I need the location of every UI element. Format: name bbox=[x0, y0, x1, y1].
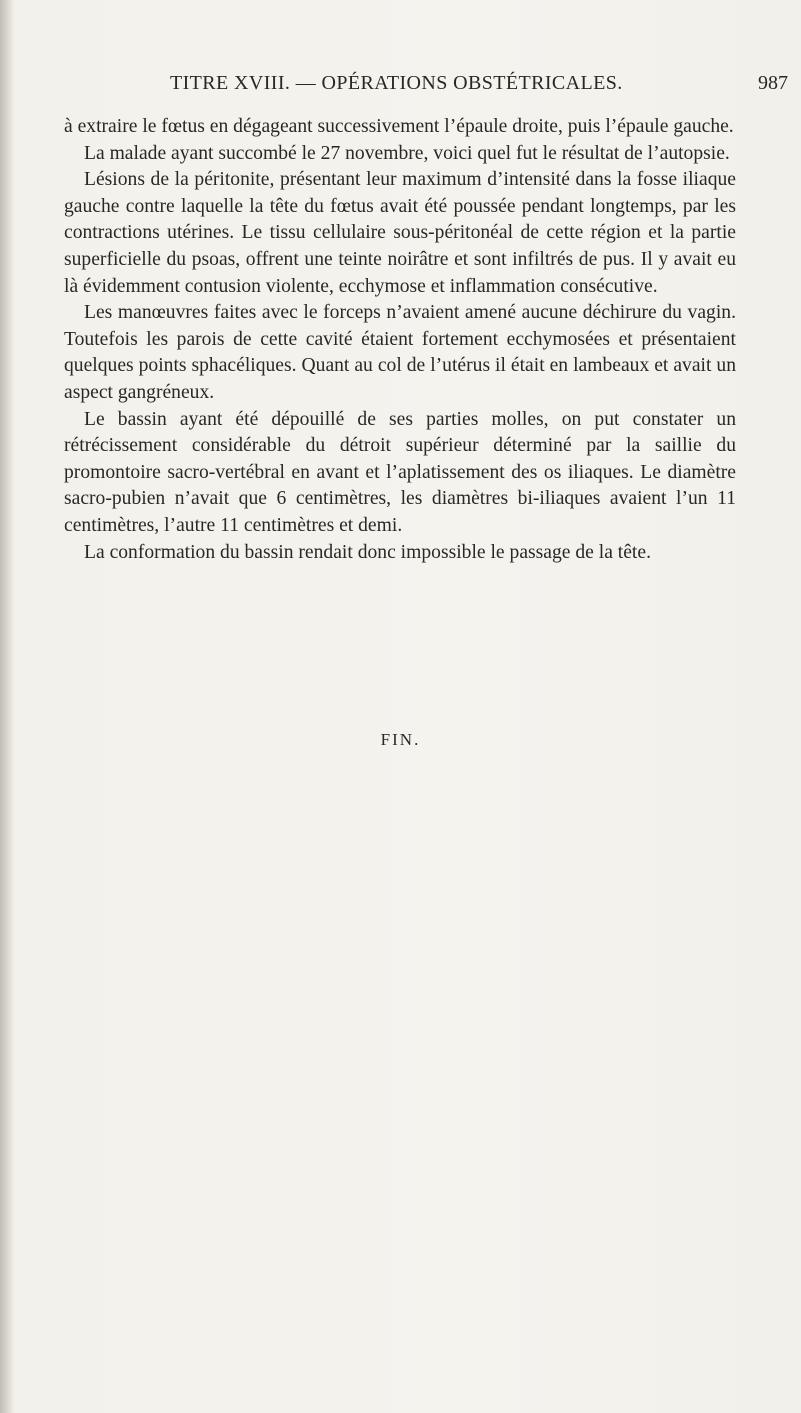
body-text bbox=[64, 114, 736, 566]
page-header bbox=[170, 72, 798, 102]
paragraph-forceps-findings: Les manœuvres faites avec le forceps n’avaient amené aucune déchirure du vagin. Toutefois les parois de cette cavité étaient fortement ecchymosées et présentaient quelques points sphacéliques. Quant au col de l’utérus il était en lambeaux et avait un aspect gangréneux. bbox=[64, 302, 736, 403]
paragraph-continuation: à extraire le fœtus en dégageant successivement l’épaule droite, puis l’épaule gauche. bbox=[64, 116, 734, 137]
end-mark: FIN. bbox=[380, 730, 421, 749]
paragraph-autopsy-intro: La malade ayant succombé le 27 novembre, voici quel fut le résultat de l’autopsie. bbox=[84, 142, 730, 164]
running-head: TITRE XVIII. — OPÉRATIONS OBSTÉTRICALES. bbox=[170, 72, 623, 94]
binding-edge-shadow bbox=[0, 0, 14, 1413]
paragraph-peritonitis-lesions: Lésions de la péritonite, présentant leur maximum d’intensité dans la fosse iliaque gauche contre laquelle la tête du fœtus avait été poussée pendant longtemps, par les contractions utérines. Le tissu cellulaire sous-péritonéal de cette région et la partie superficielle du psoas, offrent une teinte noirâtre et sont infiltrés de pus. Il y avait eu là évidemment contusion violente, ecchymose et inflammation consécutive. bbox=[64, 169, 736, 297]
paragraph-conclusion: La conformation du bassin rendait donc impossible le passage de la tête. bbox=[84, 541, 651, 563]
page-number: 987 bbox=[758, 72, 788, 94]
paragraph-pelvis-findings: Le bassin ayant été dépouillé de ses parties molles, on put constater un rétrécissement considérable du détroit supérieur déterminé par la saillie du promontoire sacro-vertébral en avant et l’aplatissement des os iliaques. Le diamètre sacro-pubien n’avait que 6 centimètres, les diamètres bi-iliaques avaient l’un 11 centimètres, l’autre 11 centimètres et demi. bbox=[64, 408, 736, 536]
